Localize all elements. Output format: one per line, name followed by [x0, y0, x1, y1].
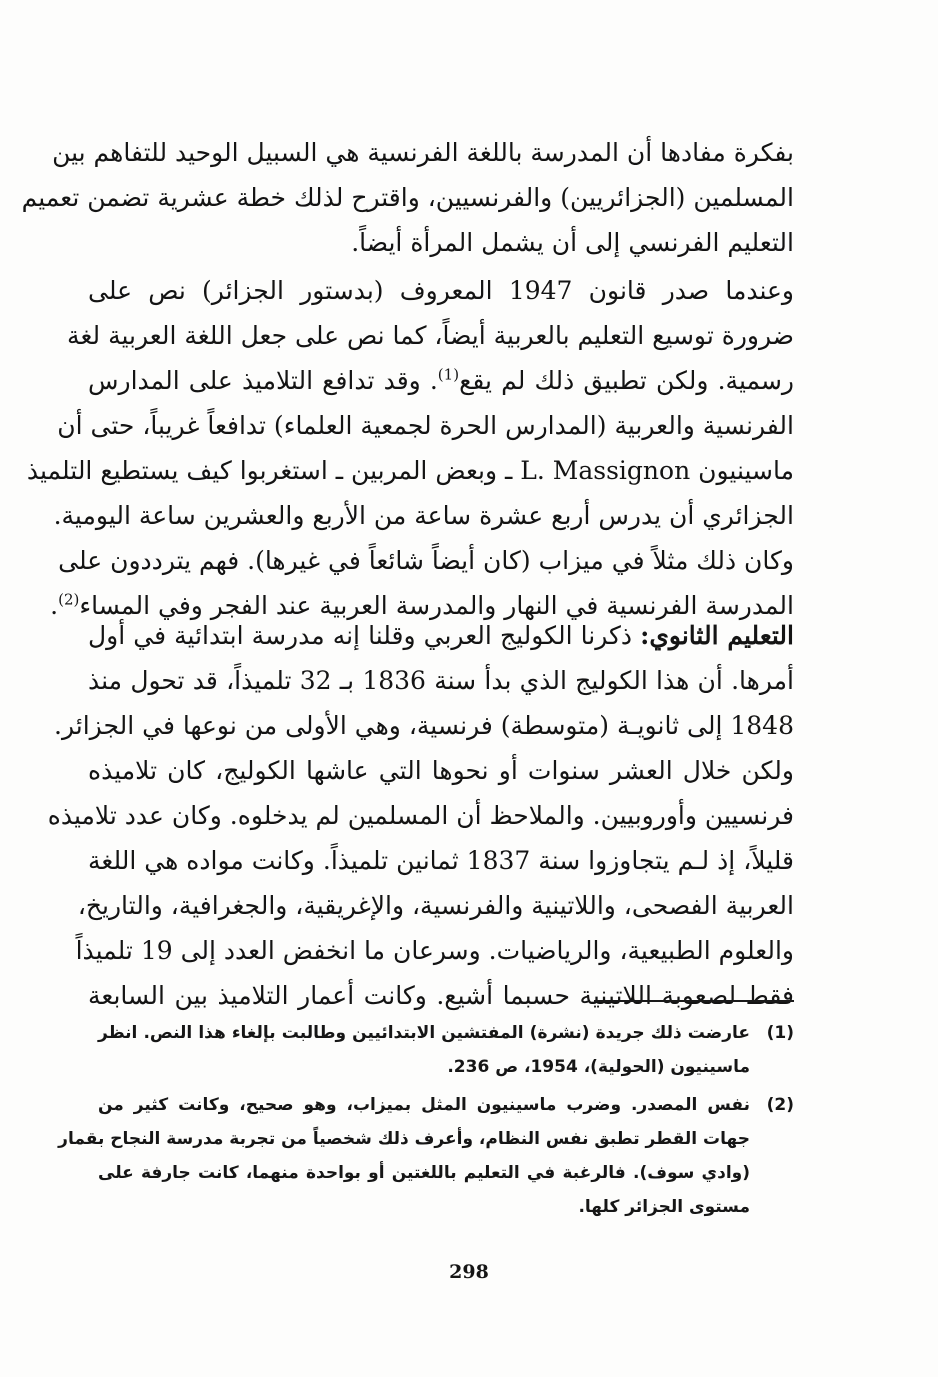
text-line: ماسينيون L. Massignon ـ وبعض المربين ـ استغربوا كيف يستطيع التلميذ [26, 456, 794, 485]
text-line: فرنسيين وأوروبيين. والملاحظ أن المسلمين لم يدخلوه. وكان عدد تلاميذه [47, 801, 794, 830]
footnote-reference[interactable]: (2) [58, 590, 80, 609]
text-line: ضرورة توسيع التعليم بالعربية أيضاً، كما نص على جعل اللغة العربية لغة [67, 321, 794, 350]
footnote-line: عارضت ذلك جريدة (نشرة) المفتشين الابتدائيين وطالبت بإلغاء هذا النص. انظر [98, 1023, 750, 1043]
text-fragment: . [50, 591, 59, 620]
footnote-reference[interactable]: (1) [437, 365, 460, 384]
text-line: قليلاً، إذ لـم يتجاوزوا سنة 1837 ثمانين تلميذاً. وكانت مواده هي اللغة [88, 846, 794, 875]
text-line: الجزائري أن يدرس أربع عشرة ساعة من الأربع والعشرين ساعة اليومية. [53, 501, 794, 530]
footnote-separator [594, 1000, 794, 1002]
text-line: ولكن خلال العشر سنوات أو نحوها التي عاشها الكوليج، كان تلاميذه [88, 756, 794, 785]
text-line: أمرها. أن هذا الكوليج الذي بدأ سنة 1836 بـ 32 تلميذاً، قد تحول منذ [88, 666, 794, 695]
footnote-line: نفس المصدر. وضرب ماسينيون المثل بميزاب، وهو صحيح، وكانت كثير من [98, 1095, 750, 1115]
section-lead: التعليم الثانوي: [640, 621, 794, 650]
text-line: والعلوم الطبيعية، والرياضيات. وسرعان ما انخفض العدد إلى 19 تلميذاً [75, 936, 794, 965]
footnote-line: (وادي سوف). فالرغبة في التعليم باللغتين أو بواحدة منهما، كانت جارفة على [98, 1163, 750, 1183]
text-line [88, 358, 794, 403]
text-fragment: ذكرنا الكوليج العربي وقلنا إنه مدرسة ابتدائية في أول [88, 621, 641, 650]
paragraph-3 [47, 613, 794, 1018]
text-fragment: . وقد تدافع التلاميذ على المدارس [88, 366, 438, 395]
text-line: العربية الفصحى، واللاتينية والفرنسية، والإغريقية، والجغرافية، والتاريخ، [77, 891, 794, 920]
text-line: فقط لصعوبة اللاتينية حسبما أشيع. وكانت أعمار التلاميذ بين السابعة [88, 981, 794, 1010]
text-fragment: رسمية. ولكن تطبيق ذلك لم يقع [459, 366, 794, 395]
footnote-number: (2) [766, 1095, 794, 1115]
text-line: وكان ذلك مثلاً في ميزاب (كان أيضاً شائعاً في غيرها). فهم يترددون على [58, 546, 794, 575]
footnote-text [98, 1016, 750, 1084]
text-line: وعندما صدر قانون 1947 المعروف (بدستور الجزائر) نص على [88, 276, 794, 305]
footnote-text [58, 1088, 750, 1224]
text-line: بفكرة مفادها أن المدرسة باللغة الفرنسية هي السبيل الوحيد للتفاهم بين [52, 138, 794, 167]
footnote-line: جهات القطر تطبق نفس النظام، وأعرف ذلك شخصياً من تجربة مدرسة النجاح بقمار [58, 1129, 750, 1149]
text-line: 1848 إلى ثانويـة (متوسطة) فرنسية، وهي الأولى من نوعها في الجزائر. [54, 711, 794, 740]
paragraph-2 [26, 268, 794, 628]
footnote-number: (1) [766, 1023, 794, 1043]
text-line: المسلمين (الجزائريين) والفرنسيين، واقترح لذلك خطة عشرية تضمن تعميم [21, 183, 794, 212]
text-line: التعليم الفرنسي إلى أن يشمل المرأة أيضاً. [351, 228, 794, 257]
text-line: الفرنسية والعربية (المدارس الحرة لجمعية العلماء) تدافعاً غريباً، حتى أن [57, 411, 794, 440]
page-number: 298 [449, 1261, 489, 1283]
text-line [88, 613, 794, 658]
text-fragment: المدرسة الفرنسية في النهار والمدرسة العربية عند الفجر وفي المساء [79, 591, 794, 620]
footnote-line: مستوى الجزائر كلها. [578, 1197, 750, 1217]
footnote-line: ماسينيون (الحولية)، 1954، ص 236. [447, 1057, 750, 1077]
paragraph-1 [21, 130, 794, 265]
